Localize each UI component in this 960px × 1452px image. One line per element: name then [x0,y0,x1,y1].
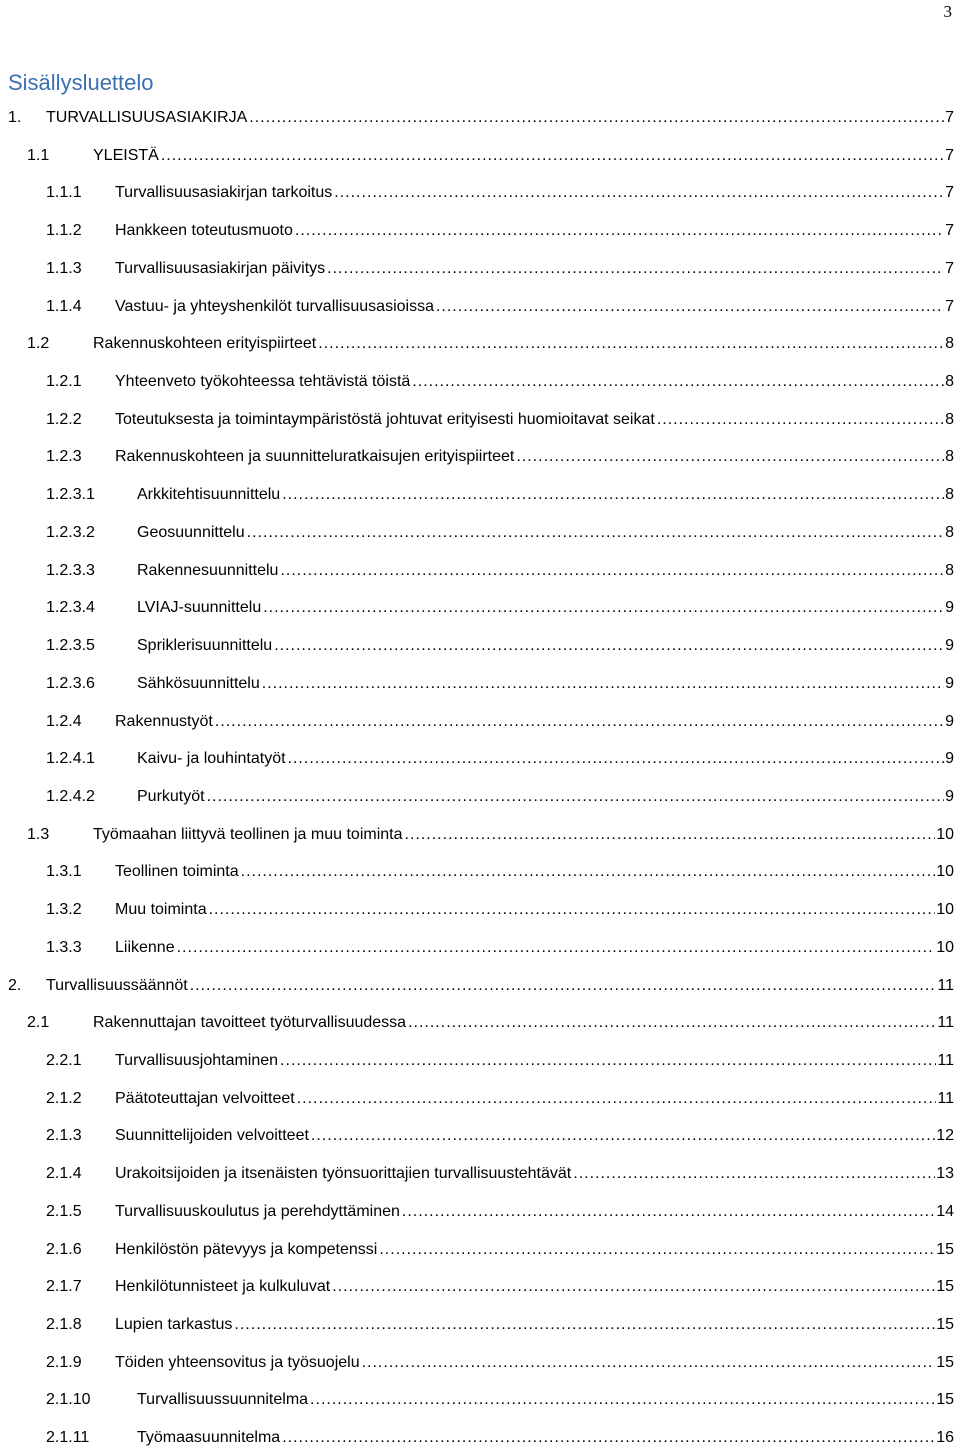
toc-entry-page: 9 [945,787,954,805]
toc-entry-number: 1.1.2 [46,222,82,240]
toc-entry-title: Päätoteuttajan velvoitteet [115,1089,295,1107]
toc-entry[interactable] [0,179,960,207]
toc-entry-title: Turvallisuussuunnitelma [137,1391,309,1409]
toc-entry-page: 9 [945,712,954,730]
toc-entry-number: 1.3.3 [46,938,82,956]
dot-leader [379,1236,935,1264]
toc-entry-number: 1.1.4 [46,297,82,315]
toc-entry[interactable] [0,670,960,698]
dot-leader [282,481,944,509]
toc-entry[interactable] [0,594,960,622]
toc-entry[interactable] [0,972,960,1000]
toc-entry-title: Teollinen toiminta [115,863,239,881]
toc-entry-title: Töiden yhteensovitus ja työsuojelu [115,1353,360,1371]
toc-entry[interactable] [0,368,960,396]
toc-entry[interactable] [0,745,960,773]
toc-entry[interactable] [0,1047,960,1075]
toc-entry-page: 14 [936,1202,954,1220]
toc-entry-title: Urakoitsijoiden ja itsenäisten työnsuorittajien turvallisuustehtävät [115,1165,572,1183]
toc-entry-page: 11 [937,1089,954,1107]
toc-entry-title: Liikenne [115,938,175,956]
toc-entry[interactable] [0,443,960,471]
toc-entry[interactable] [0,632,960,660]
toc-entry-title: Lupien tarkastus [115,1316,233,1334]
dot-leader [657,406,944,434]
toc-entry-page: 15 [936,1391,954,1409]
toc-entry-number: 2.1.5 [46,1202,82,1220]
dot-leader [280,557,944,585]
toc-entry-page: 15 [936,1353,954,1371]
dot-leader [311,1122,935,1150]
toc-entry-number: 2. [8,976,22,994]
toc-entry-title: Muu toiminta [115,901,207,919]
dot-leader [190,972,937,1000]
toc-entry-title: Yhteenveto työkohteessa tehtävistä töistä [115,373,411,391]
toc-entry-title: Turvallisuuskoulutus ja perehdyttäminen [115,1202,400,1220]
toc-entry-number: 1. [8,109,22,126]
dot-leader [215,708,944,736]
dot-leader [408,1009,936,1037]
toc-entry[interactable] [0,858,960,886]
dot-leader [310,1386,935,1414]
toc-entry[interactable] [0,142,960,170]
toc-entry-number: 1.2.3.3 [46,561,95,579]
toc-entry-page: 7 [945,259,954,277]
toc-entry-title: Rakennesuunnittelu [137,561,279,579]
toc-entry[interactable] [0,821,960,849]
toc-entry-page: 9 [945,674,954,692]
toc-entry[interactable] [0,557,960,585]
dot-leader [362,1349,936,1377]
dot-leader [516,443,944,471]
toc-entry-page: 8 [945,410,954,428]
toc-entry-title: Rakennuskohteen ja suunnitteluratkaisujen erityispiirteet [115,448,515,466]
toc-entry-number: 1.1.1 [46,184,82,202]
dot-leader [234,1311,935,1339]
dot-leader [412,368,944,396]
toc-entry[interactable] [0,406,960,434]
toc-entry[interactable] [0,217,960,245]
toc-entry-title: Turvallisuusjohtaminen [115,1052,279,1069]
toc-entry[interactable] [0,1160,960,1188]
toc-entry-number: 2.1.11 [46,1429,90,1447]
toc-entry-number: 1.2.1 [46,373,82,391]
toc-entry-page: 10 [936,938,954,956]
dot-leader [327,255,944,283]
dot-leader [288,745,945,773]
toc-entry-page: 11 [937,1014,954,1032]
toc-entry[interactable] [0,481,960,509]
dot-leader [405,821,936,849]
toc-entry-page: 7 [945,222,954,240]
toc-entry-title: Turvallisuussäännöt [46,976,188,994]
toc-entry-page: 8 [945,486,954,504]
toc-entry-page: 15 [936,1316,954,1334]
toc-entry-title: Toteutuksesta ja toimintaympäristöstä johtuvat erityisesti huomioitavat seikat [115,410,655,428]
dot-leader [573,1160,935,1188]
toc-entry[interactable] [0,1198,960,1226]
toc-entry-page: 8 [945,373,954,391]
toc-entry-number: 1.2 [27,335,50,353]
toc-entry-page: 7 [945,184,954,202]
toc-entry[interactable] [0,1424,960,1452]
dot-leader [318,330,944,358]
dot-leader [282,1424,935,1452]
toc-entry-title: Turvallisuusasiakirjan tarkoitus [115,184,333,202]
toc-entry-number: 2.1 [27,1014,50,1032]
toc-entry-title: LVIAJ-suunnittelu [137,599,262,617]
toc-entry-number: 2.1.2 [46,1089,82,1107]
toc-entry[interactable] [0,1349,960,1377]
toc-entry-page: 16 [936,1429,954,1447]
toc-entry[interactable] [0,1009,960,1037]
toc-entry[interactable] [0,783,960,811]
toc-entry-number: 2.1.10 [46,1391,91,1409]
toc-entry-title: TURVALLISUUSASIAKIRJA [46,109,248,126]
dot-leader [207,783,945,811]
toc-entry-page: 8 [945,448,954,466]
toc-entry-page: 7 [945,297,954,315]
toc-entry-title: Rakennuttajan tavoitteet työturvallisuudessa [93,1014,407,1032]
dot-leader [249,104,944,132]
toc-entry[interactable] [0,519,960,547]
toc-entry[interactable] [0,1085,960,1113]
toc-entry-page: 10 [936,863,954,881]
toc-entry-title: Henkilöstön pätevyys ja kompetenssi [115,1240,378,1258]
page-title: Sisällysluettelo [8,70,154,95]
dot-leader [280,1047,936,1075]
page-number: 3 [943,2,952,21]
toc-entry-title: Arkkitehtisuunnittelu [137,486,281,504]
toc-entry-page: 8 [945,523,954,541]
toc-entry-page: 13 [936,1165,954,1183]
toc-entry[interactable] [0,1273,960,1301]
toc-entry[interactable] [0,934,960,962]
toc-entry-number: 2.1.3 [46,1127,82,1145]
toc-entry-number: 1.2.4 [46,712,82,730]
dot-leader [241,858,936,886]
dot-leader [209,896,936,924]
toc-entry[interactable] [0,1236,960,1264]
toc-entry-number: 1.3.1 [46,863,82,881]
toc-entry-page: 7 [945,146,954,164]
toc-entry-title: Työmaasuunnitelma [137,1429,281,1447]
dot-leader [332,1273,935,1301]
toc-entry-title: Rakennuskohteen erityispiirteet [93,335,317,353]
dot-leader [161,142,944,170]
toc-entry[interactable] [0,896,960,924]
toc-entry-page: 15 [936,1240,954,1258]
toc-entry[interactable] [0,1122,960,1150]
toc-entry-title: Suunnittelijoiden velvoitteet [115,1127,309,1145]
toc-entry-page: 15 [936,1278,954,1296]
toc-entry[interactable] [0,330,960,358]
toc-entry-page: 10 [936,825,954,843]
toc-entry[interactable] [0,708,960,736]
dot-leader [262,670,944,698]
toc-entry[interactable] [0,255,960,283]
toc-entry-number: 1.2.3.1 [46,486,95,504]
toc-entry-number: 1.2.4.1 [46,750,95,768]
toc-entry-title: Työmaahan liittyvä teollinen ja muu toiminta [93,825,403,843]
dot-leader [247,519,944,547]
toc-entry-title: Kaivu- ja louhintatyöt [137,750,286,768]
toc-entry-number: 2.1.6 [46,1240,82,1258]
toc-entry-page: 8 [945,335,954,353]
toc-entry-title: Turvallisuusasiakirjan päivitys [115,259,326,277]
toc-entry-number: 2.1.4 [46,1165,82,1183]
toc-entry-page: 7 [945,109,954,126]
toc-entry-number: 1.2.3 [46,448,82,466]
toc-entry-title: Henkilötunnisteet ja kulkuluvat [115,1278,331,1296]
toc-entry-title: Hankkeen toteutusmuoto [115,222,293,240]
toc-entry-number: 1.2.4.2 [46,787,95,805]
toc-entry[interactable] [0,293,960,321]
toc-entry-number: 2.1.8 [46,1316,82,1334]
dot-leader [436,293,944,321]
toc-entry-page: 9 [945,750,954,768]
toc-entry-title: Purkutyöt [137,787,205,805]
toc-entry-number: 1.3.2 [46,901,82,919]
dot-leader [263,594,944,622]
toc-entry-number: 2.1.9 [46,1353,82,1371]
toc-entry-number: 1.2.2 [46,410,82,428]
toc-entry-page: 11 [937,976,954,994]
toc-entry-title: YLEISTÄ [93,146,159,164]
toc-entry-number: 1.2.3.6 [46,674,95,692]
toc-entry-page: 10 [936,901,954,919]
toc-entry-title: Geosuunnittelu [137,523,245,541]
toc-entry-number: 1.2.3.2 [46,523,95,541]
dot-leader [297,1085,937,1113]
toc-entry[interactable] [0,1386,960,1414]
toc-entry-page: 8 [945,561,954,579]
toc-entry[interactable] [0,104,960,132]
toc-entry-number: 1.1 [27,146,50,164]
toc-entry-number: 1.2.3.5 [46,637,95,655]
toc-entry-number: 1.3 [27,825,50,843]
toc-entry-title: Spriklerisuunnittelu [137,637,273,655]
toc-entry-number: 2.2.1 [46,1052,82,1069]
toc-entry[interactable] [0,1311,960,1339]
dot-leader [334,179,944,207]
dot-leader [274,632,944,660]
toc-entry-page: 12 [936,1127,954,1145]
toc-entry-number: 1.2.3.4 [46,599,95,617]
toc-entry-title: Vastuu- ja yhteyshenkilöt turvallisuusasioissa [115,297,434,315]
dot-leader [295,217,944,245]
toc-entry-page: 9 [945,599,954,617]
dot-leader [177,934,936,962]
toc-entry-title: Rakennustyöt [115,712,213,730]
toc-entry-number: 2.1.7 [46,1278,82,1296]
toc-entry-number: 1.1.3 [46,259,82,277]
toc-entry-page: 9 [945,637,954,655]
dot-leader [402,1198,935,1226]
toc-entry-title: Sähkösuunnittelu [137,674,260,692]
toc-entry-page: 11 [937,1052,954,1069]
